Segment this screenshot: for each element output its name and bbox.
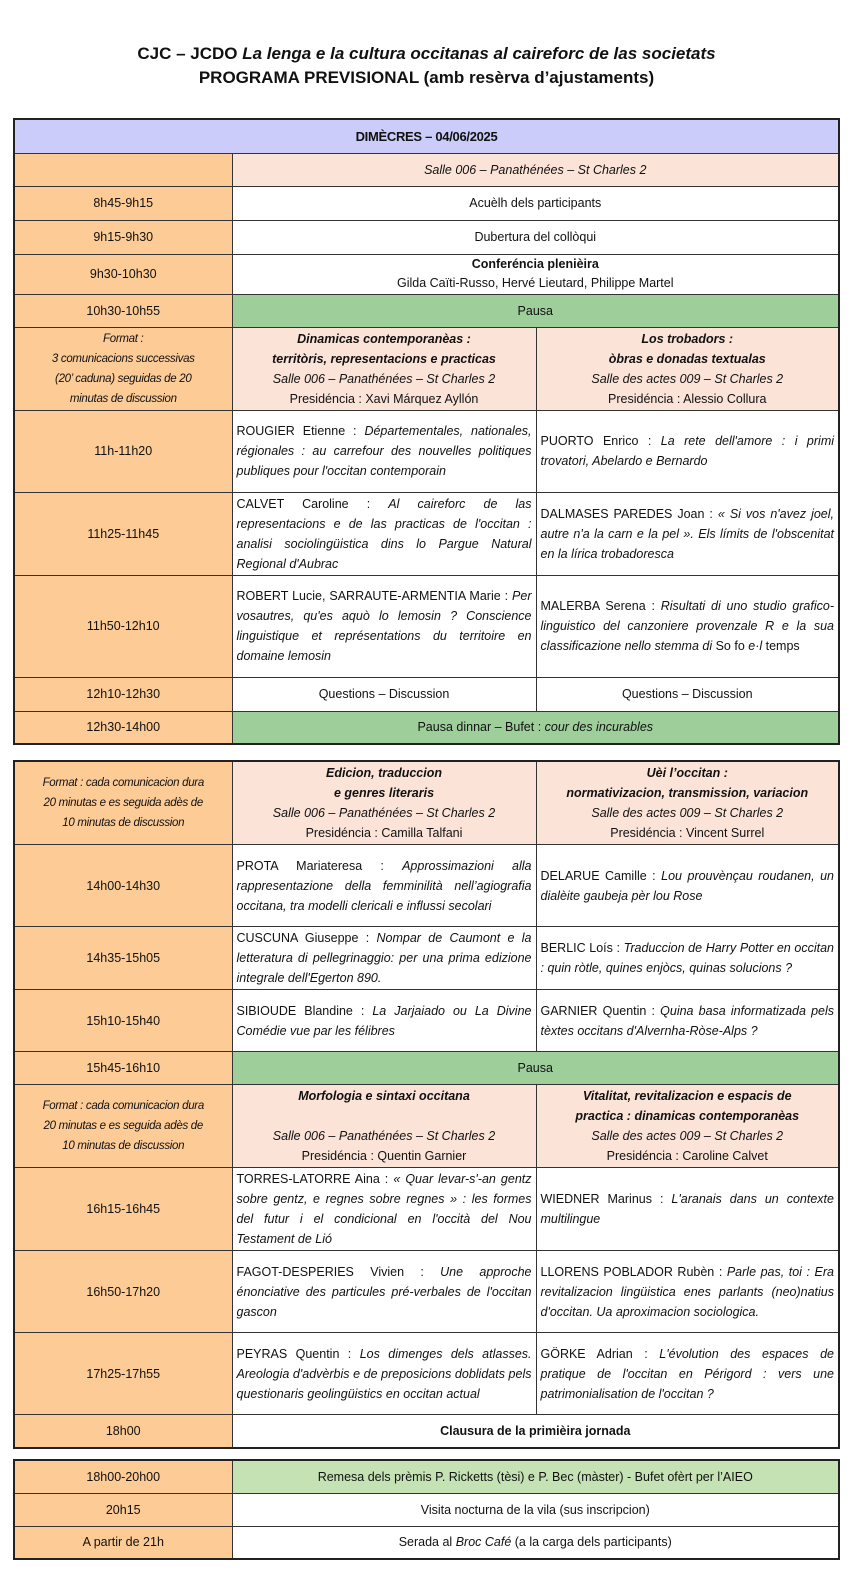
schedule-table-morning [13, 118, 840, 745]
evening-row [14, 1460, 839, 1493]
time-cell: 15h10-15h40 [14, 990, 232, 1052]
schedule-table-afternoon [13, 760, 840, 1449]
talk-right: BERLIC Loís : Traduccion de Harry Potter en occitan : quin ròtle, quines enjòcs, quinas solucions ? [536, 927, 839, 990]
talk-right: DALMASES PAREDES Joan : « Si vos n'avez joel, autre n'a la carn e la pel ». Els límits de l'obscenitat en la lírica trobadoresca [536, 492, 839, 575]
awards-cell: Remesa dels prèmis P. Ricketts (tèsi) e P. Bec (màster) - Bufet ofèrt per l’AIEO [232, 1460, 839, 1493]
talk-left: TORRES-LATORRE Aina : « Quar levar-s'-an gentz sobre gentz, e regnes sobre regnes » : les formes del futur i el condicional en l'occità del Nou Testament de Lió [232, 1168, 536, 1251]
talk-left: ROBERT Lucie, SARRAUTE-ARMENTIA Marie : Per vosautres, qu'es aquò lo lemosin ? Conscience linguistique et représentations du territoire en domaine lemosin [232, 575, 536, 677]
talk-right: GARNIER Quentin : Quina basa informatizada pels tèxtes occitans d'Alvernha-Ròse-Alps ? [536, 990, 839, 1052]
title-line-1: CJC – JCDO La lenga e la cultura occitanas al caireforc de las societats [137, 44, 716, 63]
lunch-row [14, 711, 839, 744]
questions-left: Questions – Discussion [232, 677, 536, 711]
title-line-2: PROGRAMA PREVISIONAL (amb resèrva d’ajustaments) [198, 68, 655, 87]
talk-left: CALVET Caroline : Al caireforc de las representacions e de las practicas de l'occitan : analisi sociolingüistica dins lo Pargue Natural Regional d'Aubrac [232, 492, 536, 575]
format-cell: Format : cada comunicacion dura 20 minutas e es seguida adès de 10 minutas de discussion [14, 1085, 232, 1168]
session-left: Dinamicas contemporanèas : territòris, representacions e practicas Salle 006 – Panathénées – St Charles 2 Presidéncia : Xavi Márquez Ayllón [232, 327, 536, 410]
session-header-row [14, 761, 839, 845]
questions-row [14, 677, 839, 711]
talk-right: PUORTO Enrico : La rete dell'amore : i primi trovatori, Abelardo e Bernardo [536, 410, 839, 492]
event-cell: Dubertura del collòqui [232, 220, 839, 254]
pause-row [14, 294, 839, 327]
time-cell: 10h30-10h55 [14, 294, 232, 327]
talk-right: GÖRKE Adrian : L'évolution des espaces de pratique de l'occitan en Périgord : vers une patrimonialisation de l'occitan ? [536, 1333, 839, 1415]
talk-row [14, 1251, 839, 1333]
time-cell: A partir de 21h [14, 1526, 232, 1559]
talk-row [14, 492, 839, 575]
visit-cell: Visita nocturna de la vila (sus inscripcion) [232, 1493, 839, 1526]
talk-row [14, 990, 839, 1052]
time-cell-empty [14, 153, 232, 186]
talk-row [14, 575, 839, 677]
plenary-speakers: Gilda Caïti-Russo, Hervé Lieutard, Philippe Martel [397, 276, 674, 290]
time-cell: 17h25-17h55 [14, 1333, 232, 1415]
time-cell: 20h15 [14, 1493, 232, 1526]
time-cell: 9h15-9h30 [14, 220, 232, 254]
talk-row [14, 1333, 839, 1415]
plenary-title: Conferéncia plenièira [471, 257, 599, 271]
time-cell: 8h45-9h15 [14, 186, 232, 220]
schedule-row [14, 186, 839, 220]
talk-right: LLORENS POBLADOR Rubèn : Parle pas, toi : Era revitalizacion lingüistica enes parlants (neo)natius d'occitan. Ua aproximacion sociologica. [536, 1251, 839, 1333]
time-cell: 11h-11h20 [14, 410, 232, 492]
talk-row [14, 927, 839, 990]
time-cell: 11h50-12h10 [14, 575, 232, 677]
session-header-row [14, 1085, 839, 1168]
format-cell: Format : 3 comunicacions successivas (20’ caduna) seguidas de 20 minutas de discussion [14, 327, 232, 410]
time-cell: 18h00-20h00 [14, 1460, 232, 1493]
session-right: Vitalitat, revitalizacion e espacis de practica : dinamicas contemporanèas Salle des actes 009 – St Charles 2 Presidéncia : Caroline Calvet [536, 1085, 839, 1168]
day-header: DIMÈCRES – 04/06/2025 [14, 119, 839, 153]
session-left: Edicion, traduccion e genres literaris Salle 006 – Panathénées – St Charles 2 Presidéncia : Camilla Talfani [232, 761, 536, 845]
time-cell: 12h30-14h00 [14, 711, 232, 744]
talk-left: PEYRAS Quentin : Los dimenges dels atlasses. Areologia d'advèrbis e de preposicions doblidats pels questionaris geolingüistics en occitan actual [232, 1333, 536, 1415]
session-right: Uèi l’occitan : normativizacion, transmission, variacion Salle des actes 009 – St Charles 2 Presidéncia : Vincent Surrel [536, 761, 839, 845]
closing-row [14, 1415, 839, 1448]
lunch-cell: Pausa dinnar – Bufet : cour des incurables [232, 711, 839, 744]
session-right: Los trobadors : òbras e donadas textualas Salle des actes 009 – St Charles 2 Presidéncia : Alessio Collura [536, 327, 839, 410]
talk-left: PROTA Mariateresa : Approssimazioni alla rappresentazione della femminilità nell’agiografia occitana, tra modelli clericali e influssi secolari [232, 845, 536, 927]
session-header-row [14, 327, 839, 410]
talk-right: MALERBA Serena : Risultati di uno studio grafico-linguistico del canzoniere provenzale R e la sua classificazione nello stemma di So fo e·l temps [536, 575, 839, 677]
time-cell: 11h25-11h45 [14, 492, 232, 575]
time-cell: 14h35-15h05 [14, 927, 232, 990]
talk-right: DELARUE Camille : Lou prouvènçau roudanen, un dialèite gaubeja pèr lou Rose [536, 845, 839, 927]
plenary-cell [232, 254, 839, 294]
room-label: Salle 006 – Panathénées – St Charles 2 [232, 153, 839, 186]
session-left: Morfologia e sintaxi occitana Salle 006 – Panathénées – St Charles 2 Presidéncia : Quentin Garnier [232, 1085, 536, 1168]
schedule-row [14, 220, 839, 254]
closing-cell: Clausura de la primièira jornada [232, 1415, 839, 1448]
pause-cell: Pausa [232, 1052, 839, 1085]
format-cell: Format : cada comunicacion dura 20 minutas e es seguida adès de 10 minutas de discussion [14, 761, 232, 845]
time-cell: 16h50-17h20 [14, 1251, 232, 1333]
time-cell: 16h15-16h45 [14, 1168, 232, 1251]
talk-left: ROUGIER Etienne : Départementales, nationales, régionales : au carrefour des nouvelles politiques publiques pour l'occitan contemporain [232, 410, 536, 492]
event-cell: Acuèlh dels participants [232, 186, 839, 220]
talk-left: SIBIOUDE Blandine : La Jarjaiado ou La Divine Comédie vue par les félibres [232, 990, 536, 1052]
talk-row [14, 410, 839, 492]
talk-row [14, 1168, 839, 1251]
time-cell: 14h00-14h30 [14, 845, 232, 927]
schedule-table-evening [13, 1459, 840, 1560]
time-cell: 18h00 [14, 1415, 232, 1448]
schedule-row [14, 254, 839, 294]
time-cell: 12h10-12h30 [14, 677, 232, 711]
pause-row [14, 1052, 839, 1085]
talk-right: WIEDNER Marinus : L'aranais dans un contexte multilingue [536, 1168, 839, 1251]
talk-left: CUSCUNA Giuseppe : Nompar de Caumont e la letteratura di pellegrinaggio: per una prima edizione integrale dell'Egerton 890. [232, 927, 536, 990]
room-row [14, 153, 839, 186]
document-title [0, 42, 853, 90]
evening-row [14, 1526, 839, 1559]
time-cell: 9h30-10h30 [14, 254, 232, 294]
evening-row [14, 1493, 839, 1526]
talk-row [14, 845, 839, 927]
day-header-row [14, 119, 839, 153]
questions-right: Questions – Discussion [536, 677, 839, 711]
time-cell: 15h45-16h10 [14, 1052, 232, 1085]
talk-left: FAGOT-DESPERIES Vivien : Une approche énonciative des particules pré-verbales de l'occitan gascon [232, 1251, 536, 1333]
soiree-cell: Serada al Broc Café (a la carga dels participants) [232, 1526, 839, 1559]
pause-cell: Pausa [232, 294, 839, 327]
